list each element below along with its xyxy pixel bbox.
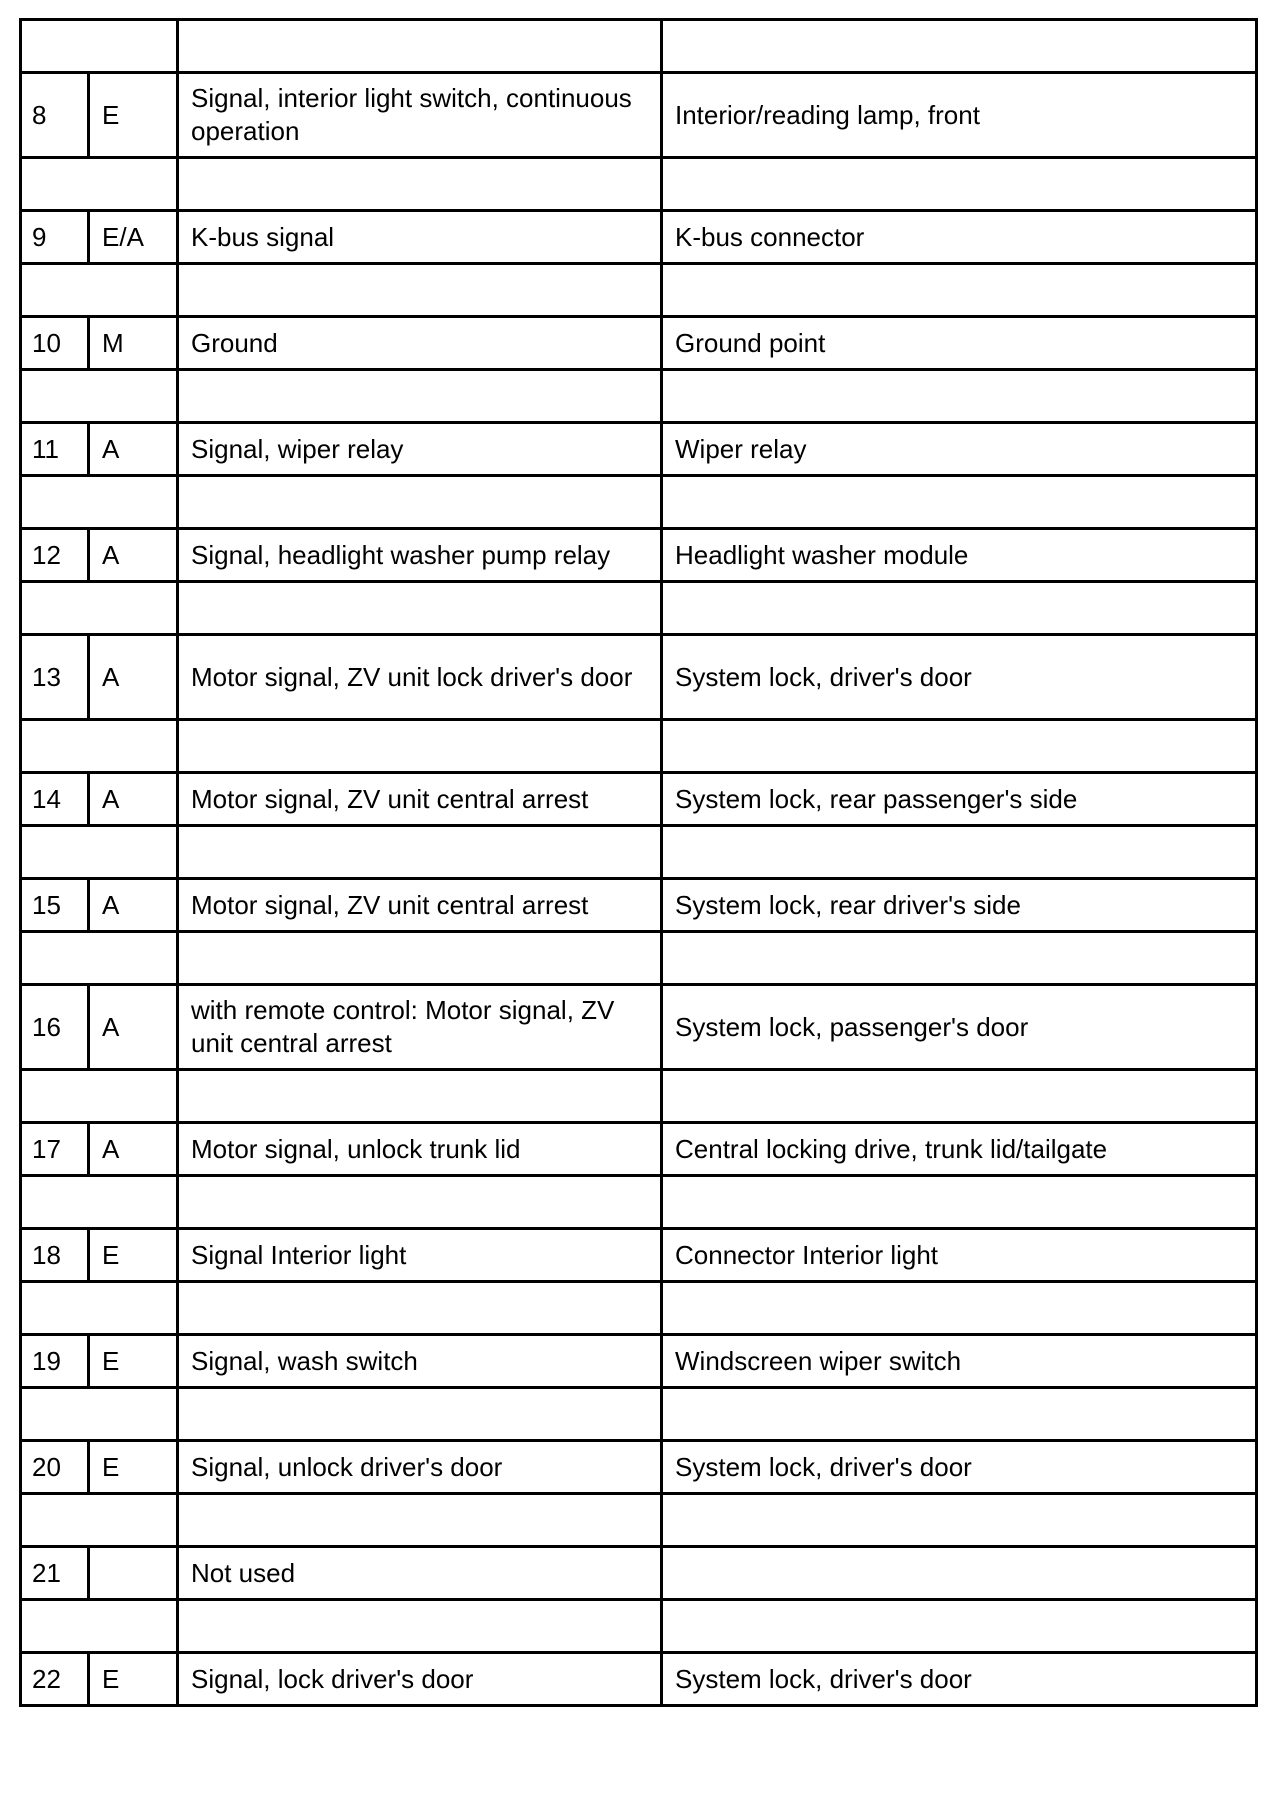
empty-cell bbox=[21, 158, 178, 211]
connection-cell: System lock, driver's door bbox=[662, 635, 1257, 720]
connection-cell: Ground point bbox=[662, 317, 1257, 370]
description-cell: Ground bbox=[178, 317, 662, 370]
connection-cell: System lock, rear driver's side bbox=[662, 879, 1257, 932]
table-row bbox=[21, 1123, 1257, 1176]
spacer-row bbox=[21, 476, 1257, 529]
empty-cell bbox=[21, 720, 178, 773]
pin-cell: 13 bbox=[21, 635, 89, 720]
connection-cell bbox=[662, 1547, 1257, 1600]
description-cell: with remote control: Motor signal, ZV unit central arrest bbox=[178, 985, 662, 1070]
empty-cell bbox=[662, 826, 1257, 879]
pin-cell: 10 bbox=[21, 317, 89, 370]
empty-cell bbox=[662, 1600, 1257, 1653]
connection-cell: K-bus connector bbox=[662, 211, 1257, 264]
spacer-row bbox=[21, 1600, 1257, 1653]
description-cell: Signal, lock driver's door bbox=[178, 1653, 662, 1706]
table-row bbox=[21, 1653, 1257, 1706]
description-cell: K-bus signal bbox=[178, 211, 662, 264]
empty-cell bbox=[662, 264, 1257, 317]
description-cell: Motor signal, ZV unit central arrest bbox=[178, 879, 662, 932]
empty-cell bbox=[178, 1388, 662, 1441]
type-cell: A bbox=[89, 985, 178, 1070]
table-row bbox=[21, 1547, 1257, 1600]
spacer-row bbox=[21, 1070, 1257, 1123]
description-cell: Signal, wiper relay bbox=[178, 423, 662, 476]
type-cell: E bbox=[89, 1653, 178, 1706]
empty-cell bbox=[178, 720, 662, 773]
empty-cell bbox=[178, 1494, 662, 1547]
spacer-row bbox=[21, 720, 1257, 773]
description-cell: Signal Interior light bbox=[178, 1229, 662, 1282]
connection-cell: System lock, driver's door bbox=[662, 1441, 1257, 1494]
empty-cell bbox=[662, 582, 1257, 635]
type-cell: A bbox=[89, 423, 178, 476]
empty-cell bbox=[662, 1176, 1257, 1229]
type-cell: E/A bbox=[89, 211, 178, 264]
spacer-row bbox=[21, 264, 1257, 317]
empty-cell bbox=[662, 1388, 1257, 1441]
pin-cell: 8 bbox=[21, 73, 89, 158]
description-cell: Signal, unlock driver's door bbox=[178, 1441, 662, 1494]
empty-cell bbox=[21, 826, 178, 879]
type-cell bbox=[89, 1547, 178, 1600]
empty-cell bbox=[662, 476, 1257, 529]
empty-cell bbox=[178, 264, 662, 317]
description-cell: Motor signal, unlock trunk lid bbox=[178, 1123, 662, 1176]
connection-cell: Headlight washer module bbox=[662, 529, 1257, 582]
pin-cell: 9 bbox=[21, 211, 89, 264]
pin-cell: 19 bbox=[21, 1335, 89, 1388]
empty-cell bbox=[21, 1176, 178, 1229]
type-cell: A bbox=[89, 879, 178, 932]
table-row bbox=[21, 773, 1257, 826]
type-cell: A bbox=[89, 773, 178, 826]
empty-cell bbox=[21, 476, 178, 529]
spacer-row bbox=[21, 582, 1257, 635]
connection-cell: Connector Interior light bbox=[662, 1229, 1257, 1282]
empty-cell bbox=[178, 1600, 662, 1653]
empty-cell bbox=[662, 720, 1257, 773]
type-cell: E bbox=[89, 1229, 178, 1282]
empty-cell bbox=[662, 20, 1257, 73]
pin-cell: 22 bbox=[21, 1653, 89, 1706]
pin-cell: 16 bbox=[21, 985, 89, 1070]
connection-cell: Interior/reading lamp, front bbox=[662, 73, 1257, 158]
empty-cell bbox=[662, 932, 1257, 985]
type-cell: A bbox=[89, 635, 178, 720]
empty-cell bbox=[178, 932, 662, 985]
empty-cell bbox=[178, 1282, 662, 1335]
table-row bbox=[21, 317, 1257, 370]
type-cell: E bbox=[89, 1441, 178, 1494]
table-row bbox=[21, 423, 1257, 476]
pin-cell: 20 bbox=[21, 1441, 89, 1494]
table-row bbox=[21, 1441, 1257, 1494]
empty-cell bbox=[21, 1282, 178, 1335]
pin-cell: 18 bbox=[21, 1229, 89, 1282]
pin-assignment-table bbox=[19, 18, 1258, 1707]
connection-cell: Windscreen wiper switch bbox=[662, 1335, 1257, 1388]
table-row bbox=[21, 1229, 1257, 1282]
connection-cell: System lock, rear passenger's side bbox=[662, 773, 1257, 826]
table-row bbox=[21, 879, 1257, 932]
empty-cell bbox=[21, 20, 178, 73]
spacer-row bbox=[21, 1388, 1257, 1441]
empty-cell bbox=[662, 1494, 1257, 1547]
description-cell: Signal, interior light switch, continuous operation bbox=[178, 73, 662, 158]
type-cell: E bbox=[89, 1335, 178, 1388]
table-row bbox=[21, 73, 1257, 158]
empty-cell bbox=[21, 582, 178, 635]
pin-cell: 14 bbox=[21, 773, 89, 826]
type-cell: A bbox=[89, 529, 178, 582]
spacer-row bbox=[21, 158, 1257, 211]
spacer-row bbox=[21, 20, 1257, 73]
table-row bbox=[21, 1335, 1257, 1388]
empty-cell bbox=[21, 932, 178, 985]
empty-cell bbox=[178, 158, 662, 211]
empty-cell bbox=[21, 1388, 178, 1441]
spacer-row bbox=[21, 932, 1257, 985]
empty-cell bbox=[662, 370, 1257, 423]
pin-cell: 15 bbox=[21, 879, 89, 932]
table-row bbox=[21, 985, 1257, 1070]
empty-cell bbox=[178, 582, 662, 635]
description-cell: Not used bbox=[178, 1547, 662, 1600]
pin-cell: 21 bbox=[21, 1547, 89, 1600]
pin-cell: 11 bbox=[21, 423, 89, 476]
empty-cell bbox=[21, 1600, 178, 1653]
type-cell: A bbox=[89, 1123, 178, 1176]
type-cell: M bbox=[89, 317, 178, 370]
spacer-row bbox=[21, 1282, 1257, 1335]
empty-cell bbox=[21, 264, 178, 317]
empty-cell bbox=[178, 826, 662, 879]
empty-cell bbox=[21, 1494, 178, 1547]
empty-cell bbox=[21, 370, 178, 423]
empty-cell bbox=[21, 1070, 178, 1123]
type-cell: E bbox=[89, 73, 178, 158]
pin-cell: 12 bbox=[21, 529, 89, 582]
table-row bbox=[21, 211, 1257, 264]
spacer-row bbox=[21, 826, 1257, 879]
spacer-row bbox=[21, 1176, 1257, 1229]
spacer-row bbox=[21, 1494, 1257, 1547]
empty-cell bbox=[178, 1176, 662, 1229]
description-cell: Motor signal, ZV unit central arrest bbox=[178, 773, 662, 826]
connection-cell: Wiper relay bbox=[662, 423, 1257, 476]
table-row bbox=[21, 529, 1257, 582]
description-cell: Signal, headlight washer pump relay bbox=[178, 529, 662, 582]
description-cell: Motor signal, ZV unit lock driver's door bbox=[178, 635, 662, 720]
empty-cell bbox=[662, 158, 1257, 211]
empty-cell bbox=[178, 476, 662, 529]
pin-cell: 17 bbox=[21, 1123, 89, 1176]
table-body bbox=[21, 20, 1257, 1706]
connection-cell: System lock, passenger's door bbox=[662, 985, 1257, 1070]
table-row bbox=[21, 635, 1257, 720]
empty-cell bbox=[178, 20, 662, 73]
spacer-row bbox=[21, 370, 1257, 423]
empty-cell bbox=[662, 1070, 1257, 1123]
empty-cell bbox=[178, 370, 662, 423]
connection-cell: System lock, driver's door bbox=[662, 1653, 1257, 1706]
description-cell: Signal, wash switch bbox=[178, 1335, 662, 1388]
connection-cell: Central locking drive, trunk lid/tailgate bbox=[662, 1123, 1257, 1176]
empty-cell bbox=[178, 1070, 662, 1123]
empty-cell bbox=[662, 1282, 1257, 1335]
